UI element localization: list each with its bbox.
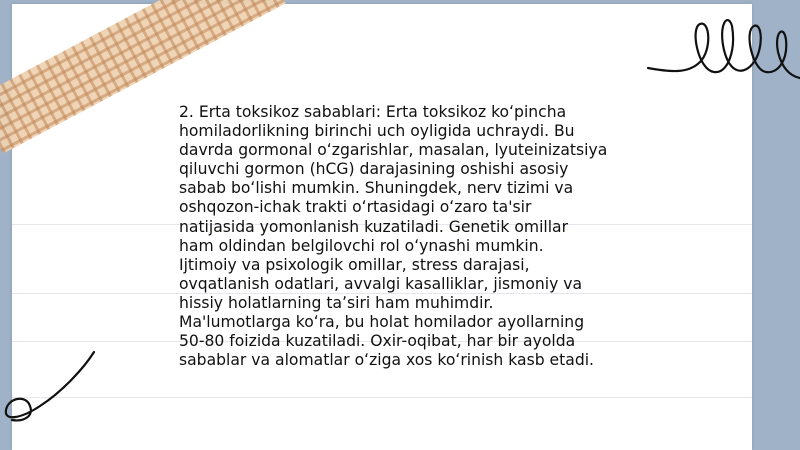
body-text <box>179 103 659 370</box>
text-line: davrda gormonal oʻzgarishlar, masalan, lyuteinizatsiya <box>179 141 608 160</box>
text-line: ovqatlanish odatlari, avvalgi kasalliklar, jismoniy va <box>179 274 583 293</box>
text-line: homiladorlikning birinchi uch oyligida uchraydi. Bu <box>179 122 575 141</box>
text-line: Ijtimoiy va psixologik omillar, stress darajasi, <box>179 255 530 274</box>
text-line: 2. Erta toksikoz sabablari: Erta toksikoz koʻpincha <box>179 103 567 121</box>
text-line: sabablar va alomatlar oʻziga xos koʻrinish kasb etadi. <box>179 351 595 370</box>
text-line: natijasida yomonlanish kuzatiladi. Genetik omillar <box>179 217 569 236</box>
text-line: oshqozon-ichak trakti oʻrtasidagi oʻzaro ta'sir <box>179 198 532 217</box>
scribble-stroke <box>6 352 94 420</box>
text-line: 50-80 foizida kuzatiladi. Oxir-oqibat, har bir ayolda <box>179 332 576 351</box>
loop-scribble-top-right <box>640 10 800 90</box>
loop-scribble-bottom-left <box>0 348 110 428</box>
text-line: sabab boʻlishi mumkin. Shuningdek, nerv tizimi va <box>179 179 574 198</box>
text-line: hissiy holatlarning taʼsiri ham muhimdir. <box>179 293 494 312</box>
scribble-stroke <box>648 20 800 78</box>
text-line: ham oldindan belgilovchi rol oʻynashi mumkin. <box>179 236 544 255</box>
text-line: qiluvchi gormon (hCG) darajasining oshishi asosiy <box>179 160 569 179</box>
ruled-line <box>12 397 752 398</box>
text-line: Ma'lumotlarga koʻra, bu holat homilador ayollarning <box>179 313 585 332</box>
